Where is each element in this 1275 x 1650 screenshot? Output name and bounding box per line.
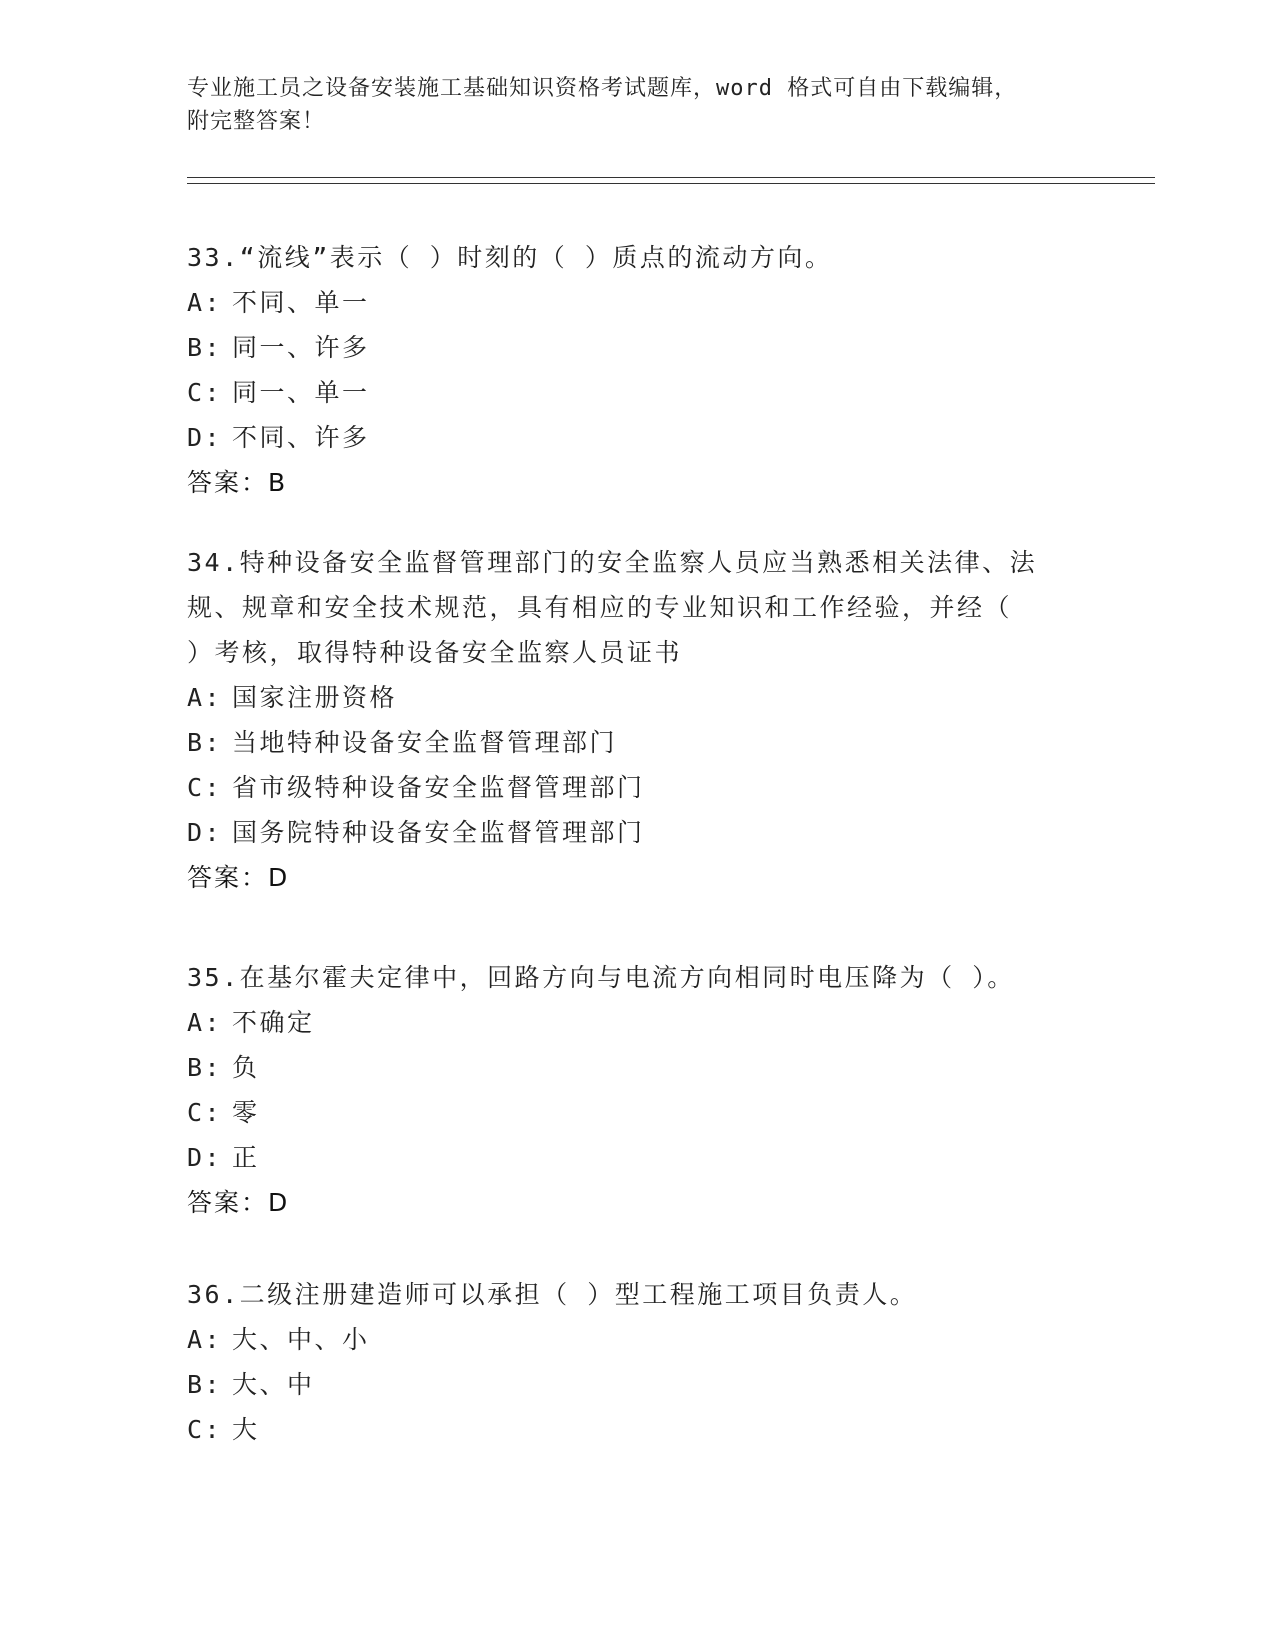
question-stem-line: 35.在基尔霍夫定律中，回路方向与电流方向相同时电压降为（ ）。 [187, 963, 1015, 992]
option-d [187, 1135, 1087, 1180]
option-text: 大、中 [232, 1370, 315, 1399]
option-text: 国家注册资格 [232, 683, 398, 712]
option-text: 零 [232, 1098, 260, 1127]
option-text: 大 [232, 1415, 260, 1444]
question-stem-line: ）考核，取得特种设备安全监察人员证书 [187, 638, 683, 667]
option-b [187, 325, 1087, 370]
option-letter: A: [187, 1325, 223, 1354]
option-letter: D: [187, 423, 223, 452]
option-letter: C: [187, 773, 223, 802]
answer-value: D [268, 1188, 289, 1217]
option-text: 省市级特种设备安全监督管理部门 [232, 773, 645, 802]
option-letter: B: [187, 728, 223, 757]
question-stem-line: 34.特种设备安全监督管理部门的安全监察人员应当熟悉相关法律、法 [187, 548, 1038, 577]
option-a [187, 280, 1087, 325]
header-divider-top [187, 177, 1155, 178]
question-35 [187, 955, 1087, 1225]
option-letter: A: [187, 683, 223, 712]
answer-label: 答案： [187, 1188, 269, 1217]
header-line-1: 专业施工员之设备安装施工基础知识资格考试题库，word 格式可自由下载编辑， [187, 76, 1018, 101]
answer-line [187, 855, 1087, 900]
option-c [187, 370, 1087, 415]
option-letter: C: [187, 1415, 223, 1444]
option-text: 国务院特种设备安全监督管理部门 [232, 818, 645, 847]
option-text: 负 [232, 1053, 260, 1082]
option-letter: A: [187, 288, 223, 317]
option-letter: D: [187, 1143, 223, 1172]
option-text: 同一、许多 [232, 333, 370, 362]
option-letter: D: [187, 818, 223, 847]
answer-label: 答案： [187, 468, 269, 497]
question-stem-line: 33.“流线”表示（ ）时刻的（ ）质点的流动方向。 [187, 243, 833, 272]
option-letter: B: [187, 333, 223, 362]
option-c [187, 1407, 1087, 1452]
answer-value: D [268, 863, 289, 892]
header-line-2: 附完整答案！ [187, 109, 326, 134]
option-text: 不同、单一 [232, 288, 370, 317]
question-stem-line: 规、规章和安全技术规范，具有相应的专业知识和工作经验，并经（ [187, 593, 1013, 622]
answer-line [187, 1180, 1087, 1225]
option-d [187, 810, 1087, 855]
option-text: 当地特种设备安全监督管理部门 [232, 728, 618, 757]
option-text: 大、中、小 [232, 1325, 370, 1354]
option-b [187, 1362, 1087, 1407]
option-text: 正 [232, 1143, 260, 1172]
option-text: 不同、许多 [232, 423, 370, 452]
option-a [187, 1317, 1087, 1362]
option-a [187, 675, 1087, 720]
answer-label: 答案： [187, 863, 269, 892]
option-letter: C: [187, 378, 223, 407]
option-letter: B: [187, 1370, 223, 1399]
question-36 [187, 1272, 1087, 1452]
option-text: 不确定 [232, 1008, 315, 1037]
answer-line [187, 460, 1087, 505]
question-stem-line: 36.二级注册建造师可以承担（ ）型工程施工项目负责人。 [187, 1280, 918, 1309]
option-d [187, 415, 1087, 460]
answer-value: B [268, 468, 287, 497]
option-b [187, 1045, 1087, 1090]
option-letter: B: [187, 1053, 223, 1082]
option-c [187, 765, 1087, 810]
question-33 [187, 235, 1087, 505]
option-a [187, 1000, 1087, 1045]
option-text: 同一、单一 [232, 378, 370, 407]
option-letter: A: [187, 1008, 223, 1037]
option-c [187, 1090, 1087, 1135]
option-letter: C: [187, 1098, 223, 1127]
document-header [187, 72, 1087, 138]
question-34 [187, 540, 1087, 900]
header-divider-bottom [187, 183, 1155, 184]
option-b [187, 720, 1087, 765]
